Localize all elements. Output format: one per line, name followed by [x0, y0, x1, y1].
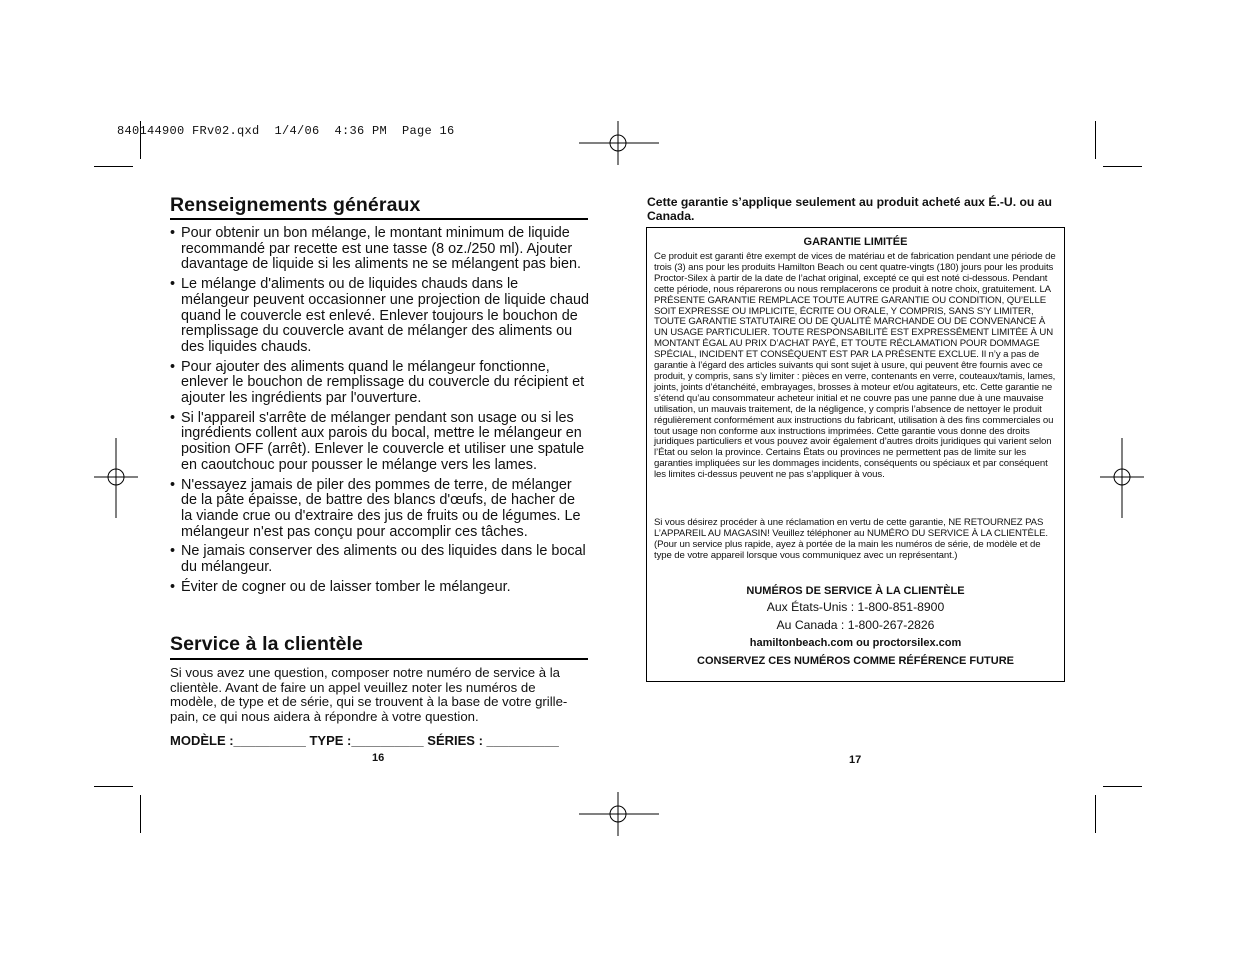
page-number-left: 16 — [372, 752, 385, 764]
heading-rule — [170, 658, 588, 660]
general-info-list — [170, 226, 590, 599]
heading-rule — [170, 218, 588, 220]
phone-canada: Au Canada : 1-800-267-2826 — [776, 618, 935, 632]
page-number-right: 17 — [849, 754, 862, 766]
keep-numbers-note: CONSERVEZ CES NUMÉROS COMME RÉFÉRENCE FUTURE — [697, 655, 1014, 667]
list-item: • N'essayez jamais de piler des pommes de terre, de mélanger de la pâte épaisse, de battre des blancs d'œufs, de hacher de la viande crue ou d'extraire des jus de fruits ou de légumes. Le mélangeur n'est pas conçu pour accomplir ces tâches. — [170, 478, 590, 541]
list-item: • Ne jamais conserver des aliments ou des liquides dans le bocal du mélangeur. — [170, 544, 590, 575]
list-item: • Le mélange d'aliments ou de liquides chauds dans le mélangeur peuvent occasionner une projection de liquide chaud quand le couvercle est enlevé. Enlever toujours le bouchon de remplissage du couvercle avant de mélanger des aliments ou des liquides chauds. — [170, 277, 590, 356]
list-item: • Pour obtenir un bon mélange, le montant minimum de liquide recommandé par recette est une tasse (8 oz./250 ml). Ajouter davantage de liquide si les aliments ne se mélangent pas bien. — [170, 226, 590, 273]
phone-us: Aux États-Unis : 1-800-851-8900 — [766, 600, 945, 614]
service-numbers-title: NUMÉROS DE SERVICE À LA CLIENTÈLE — [746, 585, 965, 597]
registration-mark-bottom-icon — [579, 792, 659, 836]
warranty-title: GARANTIE LIMITÉE — [803, 236, 908, 248]
list-item: • Pour ajouter des aliments quand le mélangeur fonctionne, enlever le bouchon de remplissage du couvercle du récipient et ajouter les ingrédients par l'ouverture. — [170, 360, 590, 407]
heading-general-information: Renseignements généraux — [170, 194, 421, 216]
heading-customer-service: Service à la clientèle — [170, 633, 363, 655]
limited-warranty-box — [646, 227, 1065, 682]
list-item: • Si l'appareil s'arrête de mélanger pendant son usage ou si les ingrédients collent aux parois du bocal, mettre le mélangeur en position OFF (arrêt). Enlever le couvercle et utiliser une spatule en caoutchouc pour pousser le mélange vers les lames. — [170, 411, 590, 474]
customer-service-paragraph: Si vous avez une question, composer notre numéro de service à la clientèle. Avant de faire un appel veuillez noter les numéros de modèle, de type et de série, qui se trouvent à la base de votre grille-pain, ce qui nous aidera à répondre à votre question. — [170, 665, 568, 725]
file-slug-line: 840144900 FRv02.qxd 1/4/06 4:36 PM Page 16 — [117, 124, 455, 138]
registration-mark-top-icon — [579, 121, 659, 165]
warranty-body: Ce produit est garanti être exempt de vices de matériau et de fabrication pendant une période de trois (3) ans pour les produits Hamilton Beach ou cent quatre-vingts (180) jours pour les produits Proctor-Silex à partir de la date de l’achat original, excepté ce qui est noté ci-dessous. Pendant cette période, nous réparerons ou nous remplacerons ce produit à notre choix, gratuitement. LA PRÉSENTE GARANTIE REMPLACE TOUTE AUTRE GARANTIE OU CONDITION, QU’ELLE SOIT EXPRESSE OU IMPLICITE, ÉCRITE OU ORALE, Y COMPRIS, SANS S’Y LIMITER, TOUTE GARANTIE STATUTAIRE OU DE QUALITÉ MARCHANDE OU DE CONVENANCE À UN USAGE PARTICULIER. TOUTE RESPONSABILITÉ EST EXPRESSÉMENT LIMITÉE À UN MONTANT ÉGAL AU PRIX D’ACHAT PAYÉ, ET TOUTE RÉCLAMATION POUR DOMMAGE SPÉCIAL, INCIDENT ET CONSÉQUENT EST PAR LA PRÉSENTE EXCLUE. Il n’y a pas de garantie à l’égard des articles suivants qui sont sujet à usure, qui peuvent être fournis avec ce produit, y compris, sans s’y limiter : pièces en verre, contenants en verre, couteaux/tamis, lames, joints, joints d’étanchéité, embrayages, brosses à moteur et/ou agitateurs, etc. Cette garantie ne s’étend qu’au consommateur acheteur initial et ne couvre pas une panne due à une mauvaise utilisation, un mauvais traitement, de la négligence, y compris l’absence de nettoyer le produit régulièrement conformément aux instructions du fabricant, utilisation à des fins commerciales ou tout usage non conforme aux instructions imprimées. Cette garantie vous donne des droits juridiques particuliers et vous pouvez avoir également d’autres droits juridiques qui varient selon l’État ou selon la province. Certains États ou provinces ne permettent pas de limite sur les garanties impliquées sur les dommages incidents, conséquents ou spéciaux et par conséquent les limites ci-dessus peuvent ne pas s’appliquer à vous. — [654, 251, 1056, 481]
registration-mark-left-icon — [94, 438, 138, 518]
warranty-claim: Si vous désirez procéder à une réclamation en vertu de cette garantie, NE RETOURNEZ PAS L’APPAREIL AU MAGASIN! Veuillez téléphoner au NUMÉRO DU SERVICE À LA CLIENTÈLE. (Pour un service plus rapide, ayez à portée de la main les numéros de série, de modèle et de type de votre appareil lorsque vous communiquez avec un représentant.) — [654, 517, 1048, 561]
websites: hamiltonbeach.com ou proctorsilex.com — [749, 637, 962, 649]
warranty-notice: Cette garantie s’applique seulement au produit acheté aux É.-U. ou au Canada. — [647, 195, 1052, 223]
registration-mark-right-icon — [1100, 438, 1144, 518]
model-type-series-line: MODÈLE :__________ TYPE :__________ SÉRIES : __________ — [170, 733, 559, 748]
list-item: • Éviter de cogner ou de laisser tomber le mélangeur. — [170, 580, 590, 596]
